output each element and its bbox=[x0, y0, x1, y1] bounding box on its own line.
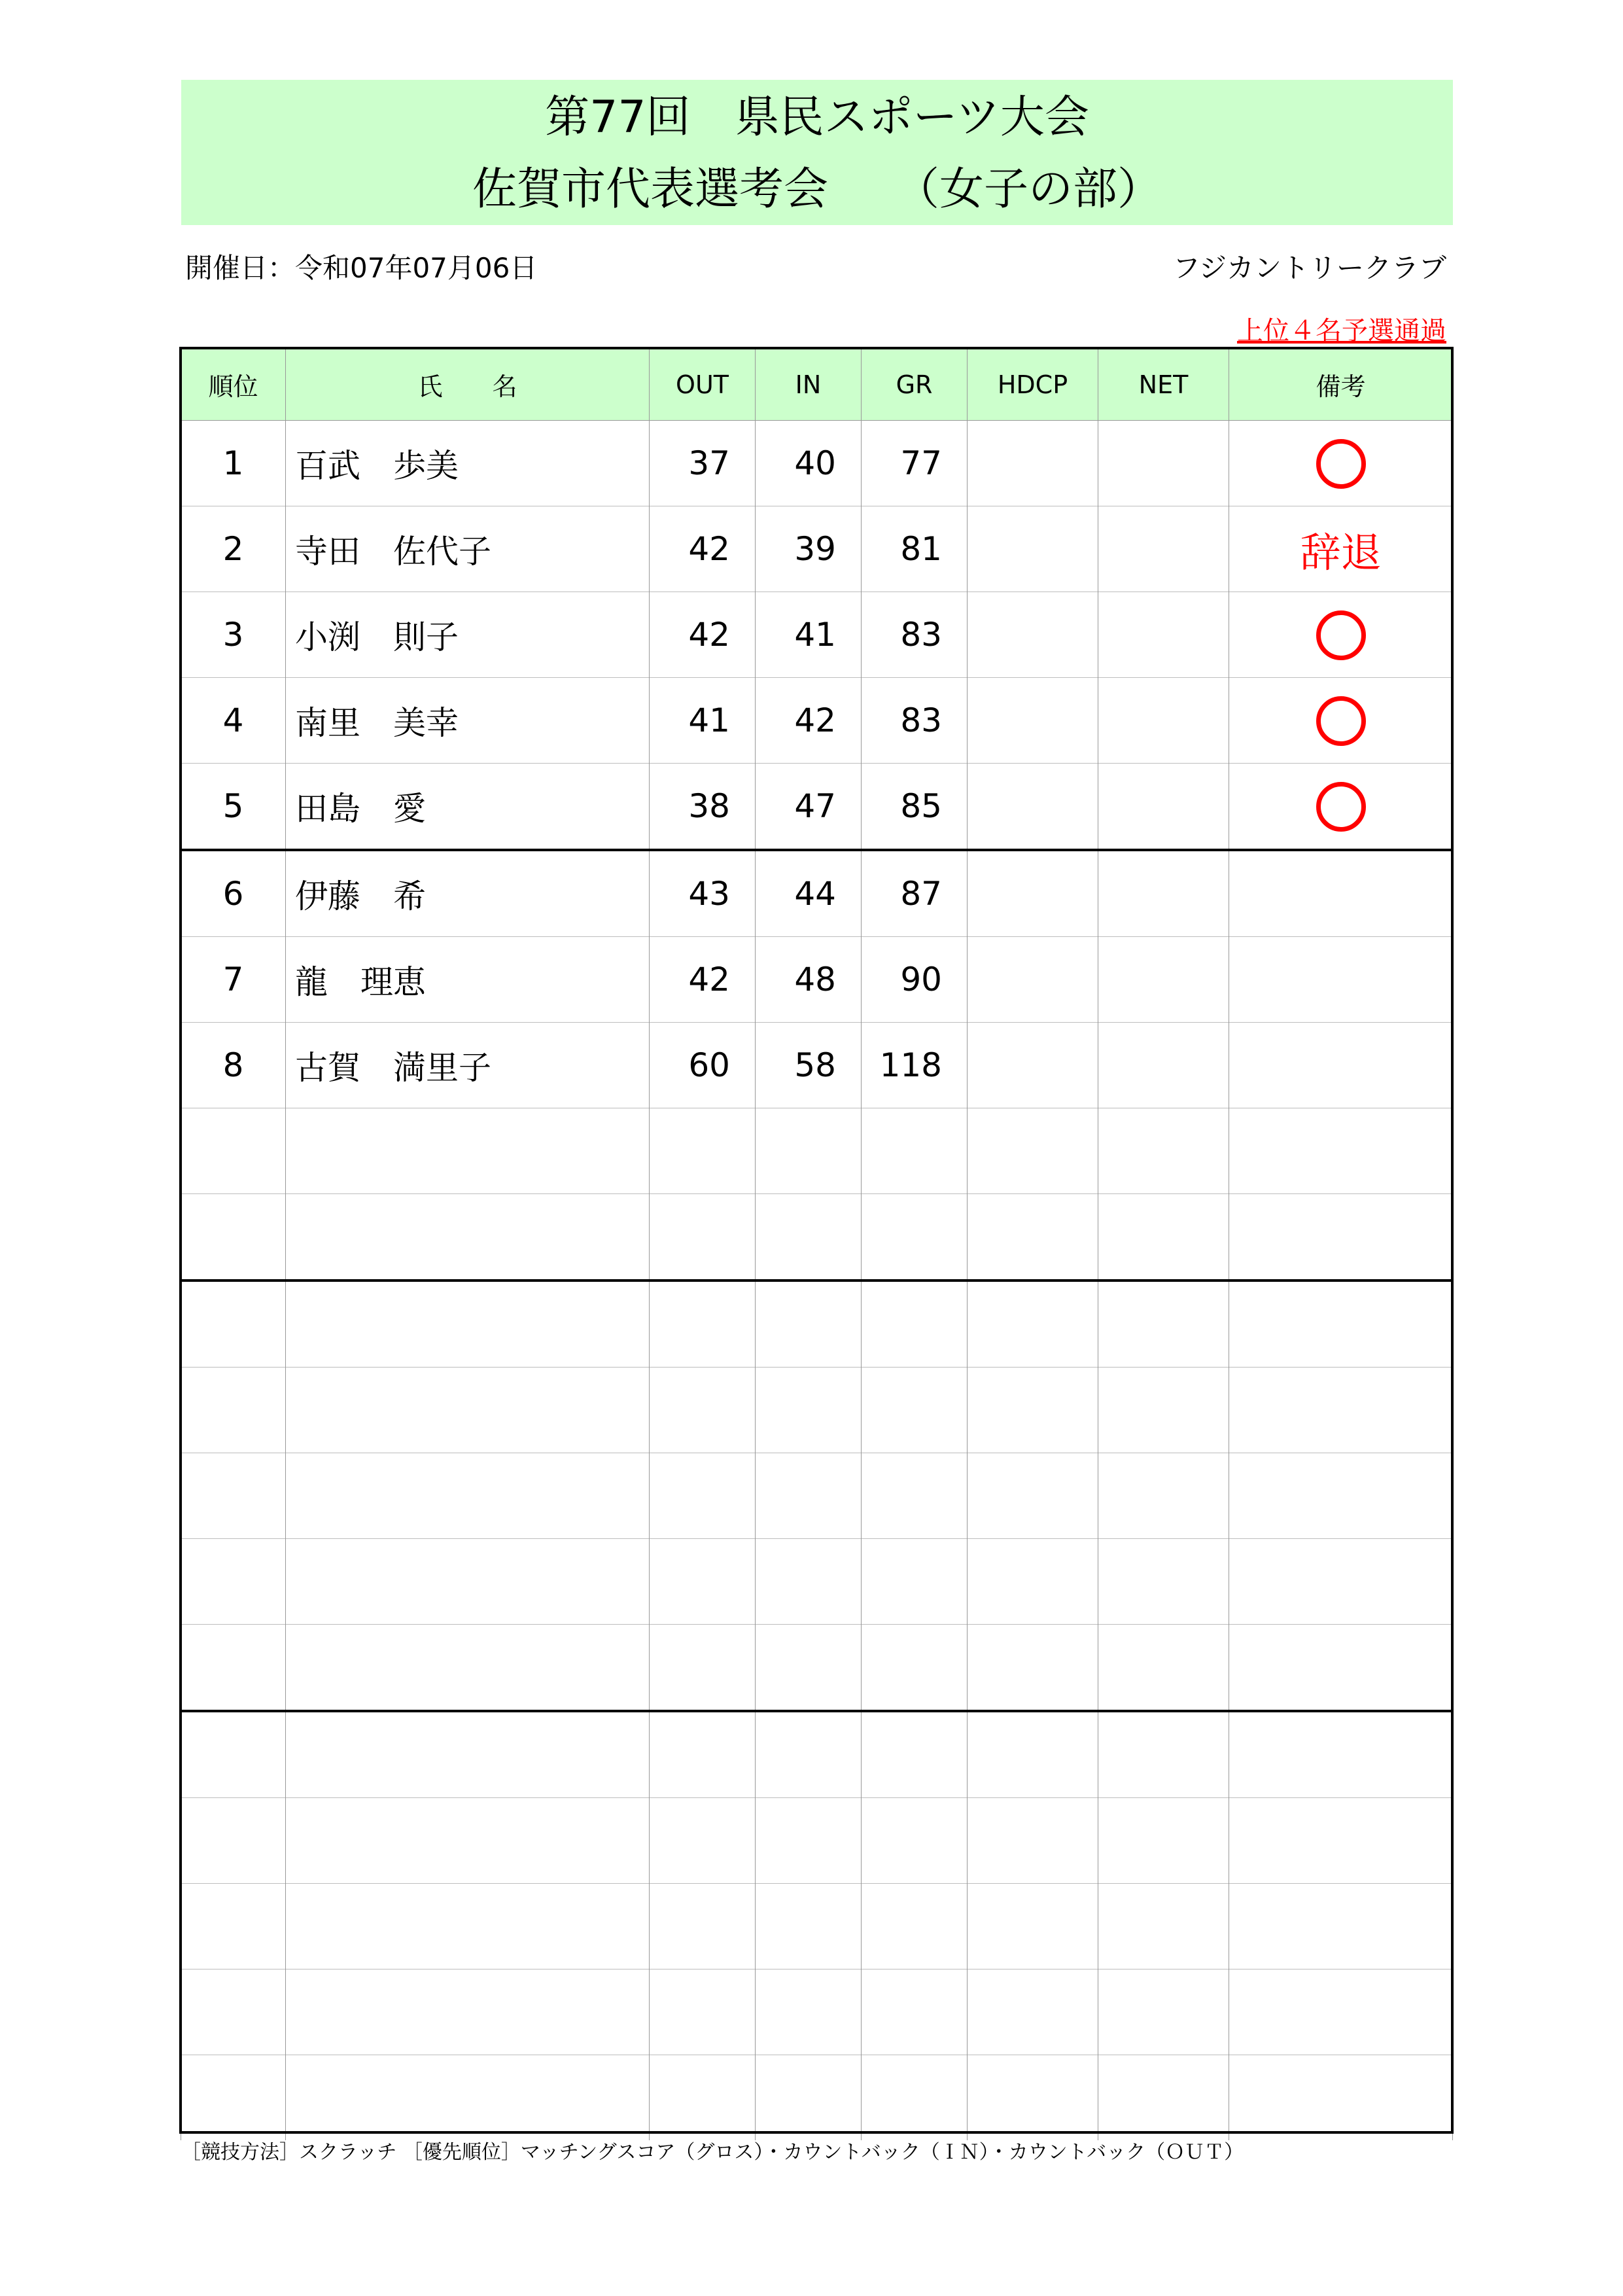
cell-rank bbox=[181, 1969, 286, 2055]
cell-in: 44 bbox=[756, 850, 862, 937]
cell-net bbox=[1098, 1453, 1229, 1539]
qualified-circle-icon bbox=[1316, 439, 1366, 489]
cell-gr bbox=[862, 2055, 968, 2141]
table-row bbox=[181, 506, 1453, 592]
cell-remark bbox=[1229, 850, 1453, 937]
cell-in: 39 bbox=[756, 506, 862, 592]
cell-gr: 90 bbox=[862, 937, 968, 1023]
table-row bbox=[181, 1711, 1453, 1798]
cell-net bbox=[1098, 937, 1229, 1023]
cell-gr bbox=[862, 1798, 968, 1884]
cell-in bbox=[756, 1453, 862, 1539]
results-table bbox=[181, 348, 1453, 2140]
cell-out: 42 bbox=[650, 506, 756, 592]
cell-out: 38 bbox=[650, 764, 756, 851]
cell-rank bbox=[181, 1453, 286, 1539]
cell-in: 42 bbox=[756, 678, 862, 764]
qualified-circle-icon bbox=[1316, 696, 1366, 746]
qualification-note: 上位４名予選通過 bbox=[1237, 316, 1446, 346]
table-row bbox=[181, 1023, 1453, 1108]
cell-net bbox=[1098, 764, 1229, 851]
table-row bbox=[181, 1108, 1453, 1194]
footer-rules: ［競技方法］スクラッチ ［優先順位］マッチングスコア（グロス）・カウントバック（ＩＮ）・カウントバック（ＯＵＴ） bbox=[181, 2141, 1244, 2164]
cell-hdcp bbox=[968, 1969, 1098, 2055]
cell-name bbox=[286, 1280, 650, 1368]
cell-hdcp bbox=[968, 1280, 1098, 1368]
cell-remark bbox=[1229, 1368, 1453, 1453]
cell-rank: 5 bbox=[181, 764, 286, 851]
cell-out: 43 bbox=[650, 850, 756, 937]
header-rank: 順位 bbox=[181, 349, 286, 421]
cell-remark bbox=[1229, 764, 1453, 851]
cell-name: 龍 理恵 bbox=[286, 937, 650, 1023]
cell-net bbox=[1098, 850, 1229, 937]
cell-remark bbox=[1229, 421, 1453, 506]
cell-name: 寺田 佐代子 bbox=[286, 506, 650, 592]
cell-hdcp bbox=[968, 1711, 1098, 1798]
header-remarks: 備考 bbox=[1229, 349, 1453, 421]
cell-hdcp bbox=[968, 1798, 1098, 1884]
cell-remark bbox=[1229, 1108, 1453, 1194]
header-hdcp: HDCP bbox=[968, 349, 1098, 421]
cell-rank: 4 bbox=[181, 678, 286, 764]
cell-net bbox=[1098, 1108, 1229, 1194]
cell-net bbox=[1098, 1711, 1229, 1798]
cell-gr: 118 bbox=[862, 1023, 968, 1108]
cell-hdcp bbox=[968, 937, 1098, 1023]
cell-rank bbox=[181, 1108, 286, 1194]
table-row bbox=[181, 1884, 1453, 1969]
cell-net bbox=[1098, 2055, 1229, 2141]
cell-rank bbox=[181, 1625, 286, 1712]
cell-gr bbox=[862, 1194, 968, 1281]
cell-out bbox=[650, 1969, 756, 2055]
cell-rank bbox=[181, 1711, 286, 1798]
cell-remark bbox=[1229, 1884, 1453, 1969]
cell-remark bbox=[1229, 592, 1453, 678]
cell-net bbox=[1098, 421, 1229, 506]
cell-out bbox=[650, 1280, 756, 1368]
cell-name bbox=[286, 1194, 650, 1281]
cell-hdcp bbox=[968, 678, 1098, 764]
cell-rank: 8 bbox=[181, 1023, 286, 1108]
cell-rank bbox=[181, 2055, 286, 2141]
cell-rank: 3 bbox=[181, 592, 286, 678]
cell-hdcp bbox=[968, 2055, 1098, 2141]
cell-in: 48 bbox=[756, 937, 862, 1023]
cell-remark bbox=[1229, 678, 1453, 764]
cell-name bbox=[286, 1539, 650, 1625]
event-date: 開催日：令和07年07月06日 bbox=[185, 252, 538, 284]
cell-in bbox=[756, 1798, 862, 1884]
cell-remark bbox=[1229, 1969, 1453, 2055]
header-name: 氏 名 bbox=[286, 349, 650, 421]
cell-name bbox=[286, 1625, 650, 1712]
cell-gr: 77 bbox=[862, 421, 968, 506]
table-row bbox=[181, 1280, 1453, 1368]
cell-out: 42 bbox=[650, 937, 756, 1023]
cell-out: 60 bbox=[650, 1023, 756, 1108]
cell-name bbox=[286, 1884, 650, 1969]
cell-remark bbox=[1229, 1023, 1453, 1108]
cell-remark bbox=[1229, 1625, 1453, 1712]
cell-in bbox=[756, 1539, 862, 1625]
cell-net bbox=[1098, 1194, 1229, 1281]
cell-out bbox=[650, 1108, 756, 1194]
cell-rank bbox=[181, 1368, 286, 1453]
cell-name: 小渕 則子 bbox=[286, 592, 650, 678]
cell-out: 41 bbox=[650, 678, 756, 764]
cell-rank: 7 bbox=[181, 937, 286, 1023]
cell-gr bbox=[862, 1539, 968, 1625]
table-row bbox=[181, 2055, 1453, 2141]
cell-in bbox=[756, 1969, 862, 2055]
cell-name: 伊藤 希 bbox=[286, 850, 650, 937]
cell-hdcp bbox=[968, 421, 1098, 506]
cell-out bbox=[650, 2055, 756, 2141]
cell-rank: 6 bbox=[181, 850, 286, 937]
cell-out bbox=[650, 1884, 756, 1969]
cell-remark bbox=[1229, 2055, 1453, 2141]
cell-out: 37 bbox=[650, 421, 756, 506]
table-row bbox=[181, 937, 1453, 1023]
cell-rank bbox=[181, 1884, 286, 1969]
cell-out bbox=[650, 1539, 756, 1625]
cell-name: 田島 愛 bbox=[286, 764, 650, 851]
cell-hdcp bbox=[968, 1539, 1098, 1625]
cell-gr: 85 bbox=[862, 764, 968, 851]
cell-gr: 81 bbox=[862, 506, 968, 592]
cell-in: 40 bbox=[756, 421, 862, 506]
cell-hdcp bbox=[968, 764, 1098, 851]
cell-remark bbox=[1229, 937, 1453, 1023]
table-row bbox=[181, 1194, 1453, 1281]
cell-in bbox=[756, 2055, 862, 2141]
cell-in bbox=[756, 1711, 862, 1798]
table-row bbox=[181, 1798, 1453, 1884]
cell-remark bbox=[1229, 1539, 1453, 1625]
cell-out: 42 bbox=[650, 592, 756, 678]
cell-hdcp bbox=[968, 1453, 1098, 1539]
cell-out bbox=[650, 1453, 756, 1539]
cell-gr bbox=[862, 1368, 968, 1453]
cell-net bbox=[1098, 1280, 1229, 1368]
cell-remark bbox=[1229, 506, 1453, 592]
cell-hdcp bbox=[968, 1194, 1098, 1281]
cell-in bbox=[756, 1194, 862, 1281]
cell-gr: 87 bbox=[862, 850, 968, 937]
cell-hdcp bbox=[968, 1884, 1098, 1969]
cell-gr: 83 bbox=[862, 592, 968, 678]
cell-name bbox=[286, 1969, 650, 2055]
cell-hdcp bbox=[968, 506, 1098, 592]
cell-gr bbox=[862, 1884, 968, 1969]
cell-gr bbox=[862, 1280, 968, 1368]
cell-rank bbox=[181, 1539, 286, 1625]
table-row bbox=[181, 1368, 1453, 1453]
cell-name: 南里 美幸 bbox=[286, 678, 650, 764]
cell-name bbox=[286, 1368, 650, 1453]
table-row bbox=[181, 678, 1453, 764]
cell-rank: 1 bbox=[181, 421, 286, 506]
cell-gr bbox=[862, 1969, 968, 2055]
cell-out bbox=[650, 1625, 756, 1712]
table-row bbox=[181, 850, 1453, 937]
cell-rank bbox=[181, 1280, 286, 1368]
cell-net bbox=[1098, 1969, 1229, 2055]
header-net: NET bbox=[1098, 349, 1229, 421]
cell-rank bbox=[181, 1194, 286, 1281]
table-row bbox=[181, 764, 1453, 851]
cell-hdcp bbox=[968, 1108, 1098, 1194]
qualified-circle-icon bbox=[1316, 782, 1366, 832]
table-row bbox=[181, 1969, 1453, 2055]
title-banner bbox=[181, 80, 1453, 225]
results-table-container bbox=[181, 348, 1453, 2140]
cell-in bbox=[756, 1625, 862, 1712]
header-gr: GR bbox=[862, 349, 968, 421]
qualified-circle-icon bbox=[1316, 610, 1366, 660]
cell-net bbox=[1098, 1539, 1229, 1625]
cell-net bbox=[1098, 506, 1229, 592]
cell-in bbox=[756, 1368, 862, 1453]
cell-hdcp bbox=[968, 1625, 1098, 1712]
table-row bbox=[181, 1625, 1453, 1712]
cell-name bbox=[286, 1453, 650, 1539]
cell-name: 百武 歩美 bbox=[286, 421, 650, 506]
cell-in: 41 bbox=[756, 592, 862, 678]
cell-out bbox=[650, 1368, 756, 1453]
cell-in bbox=[756, 1108, 862, 1194]
cell-name bbox=[286, 1711, 650, 1798]
cell-remark bbox=[1229, 1194, 1453, 1281]
cell-net bbox=[1098, 592, 1229, 678]
cell-remark bbox=[1229, 1280, 1453, 1368]
cell-gr bbox=[862, 1453, 968, 1539]
cell-hdcp bbox=[968, 850, 1098, 937]
cell-remark bbox=[1229, 1711, 1453, 1798]
cell-gr bbox=[862, 1711, 968, 1798]
cell-name bbox=[286, 1108, 650, 1194]
cell-remark bbox=[1229, 1798, 1453, 1884]
title-line-1: 第77回 県民スポーツ大会 bbox=[545, 92, 1089, 143]
cell-name bbox=[286, 2055, 650, 2141]
cell-out bbox=[650, 1711, 756, 1798]
cell-rank: 2 bbox=[181, 506, 286, 592]
cell-gr bbox=[862, 1108, 968, 1194]
header-out: OUT bbox=[650, 349, 756, 421]
table-row bbox=[181, 1453, 1453, 1539]
cell-net bbox=[1098, 1023, 1229, 1108]
table-row bbox=[181, 1539, 1453, 1625]
cell-out bbox=[650, 1194, 756, 1281]
cell-out bbox=[650, 1798, 756, 1884]
cell-gr: 83 bbox=[862, 678, 968, 764]
venue-name: フジカントリークラブ bbox=[1172, 252, 1446, 284]
cell-name bbox=[286, 1798, 650, 1884]
cell-gr bbox=[862, 1625, 968, 1712]
cell-net bbox=[1098, 678, 1229, 764]
cell-name: 古賀 満里子 bbox=[286, 1023, 650, 1108]
cell-in bbox=[756, 1884, 862, 1969]
cell-net bbox=[1098, 1368, 1229, 1453]
cell-in: 58 bbox=[756, 1023, 862, 1108]
cell-net bbox=[1098, 1884, 1229, 1969]
remark-text: 辞退 bbox=[1300, 528, 1382, 576]
cell-net bbox=[1098, 1798, 1229, 1884]
header-in: IN bbox=[756, 349, 862, 421]
results-body bbox=[181, 421, 1453, 2141]
cell-net bbox=[1098, 1625, 1229, 1712]
cell-rank bbox=[181, 1798, 286, 1884]
cell-remark bbox=[1229, 1453, 1453, 1539]
cell-hdcp bbox=[968, 1368, 1098, 1453]
table-header-row bbox=[181, 349, 1453, 421]
cell-hdcp bbox=[968, 592, 1098, 678]
table-row bbox=[181, 592, 1453, 678]
title-line-2: 佐賀市代表選考会 （女子の部） bbox=[472, 164, 1162, 215]
cell-in: 47 bbox=[756, 764, 862, 851]
cell-hdcp bbox=[968, 1023, 1098, 1108]
cell-in bbox=[756, 1280, 862, 1368]
table-row bbox=[181, 421, 1453, 506]
